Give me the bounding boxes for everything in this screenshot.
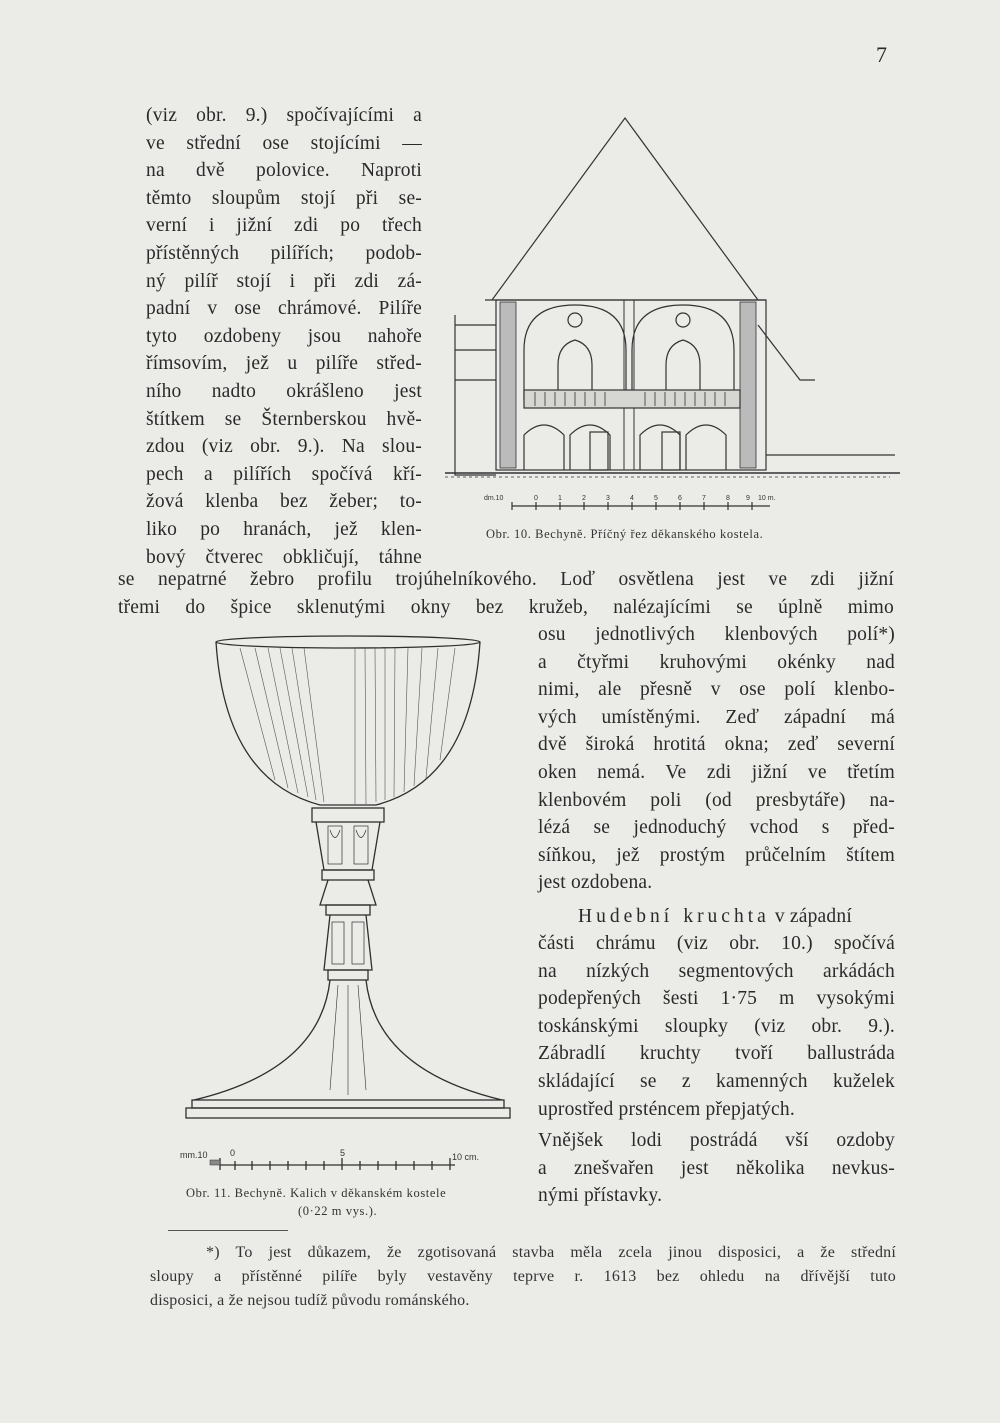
- fig10-scale-label: 8: [726, 495, 730, 502]
- footnote-line: disposici, a že nejsou tudíž původu románského.: [150, 1292, 470, 1309]
- figure-11-chalice: [180, 630, 520, 1180]
- text-line: zdou (viz obr. 9.). Na slou-: [146, 436, 422, 458]
- fig11-scale-label: 10 cm.: [452, 1152, 480, 1162]
- fig10-scale-label: 1: [558, 495, 562, 502]
- text-line: ve střední ose stojícími —: [146, 132, 422, 154]
- text-line: nými přístavky.: [538, 1185, 663, 1207]
- fig10-scale-label: 3: [606, 495, 610, 502]
- footnote-line: *) To jest důkazem, že zgotisovaná stavba měla zcela jinou disposici, a že střední: [206, 1244, 896, 1261]
- spaced-term-hudebni: Hudební: [578, 906, 674, 927]
- fig11-scale-label-mm: mm.10: [180, 1150, 208, 1160]
- fig10-scale-label: 7: [702, 495, 706, 502]
- text-line: a čtyřmi kruhovými okénky nad: [538, 651, 895, 673]
- figure-10-caption: Obr. 10. Bechyně. Příčný řez děkanského kostela.: [486, 527, 764, 541]
- fig11-scale-label: 0: [230, 1148, 236, 1158]
- text-line: podepřených šesti 1·75 m vysokými: [538, 988, 895, 1010]
- figure-11-caption-line2: (0·22 m vys.).: [298, 1204, 378, 1218]
- text-line: a znešvařen jest několika nevkus-: [538, 1157, 895, 1179]
- text-line: těmto sloupům stojí při se-: [146, 187, 422, 209]
- text-line: na nízkých segmentových arkádách: [538, 960, 895, 982]
- fig10-scale-label: 4: [630, 495, 634, 502]
- fig10-scale-label: 10 m.: [758, 495, 776, 502]
- text-line: Zábradlí kruchty tvoří ballustráda: [538, 1043, 895, 1065]
- fig10-scale-label: 5: [654, 495, 658, 502]
- fig11-scale-label: 5: [340, 1148, 346, 1158]
- text-line: římsovím, jež u pilíře střed-: [146, 353, 422, 375]
- fig10-scale-label: 6: [678, 495, 682, 502]
- text-line: skládající se z kamenných kuželek: [538, 1071, 895, 1092]
- text-line: vých umístěnými. Zeď západní má: [538, 706, 895, 728]
- text-line: bový čtverec obkličují, táhne: [146, 546, 422, 568]
- text-line: štítkem se Šternberskou hvě-: [146, 408, 422, 430]
- text-line: části chrámu (viz obr. 10.) spočívá: [538, 933, 895, 954]
- text-line: lézá se jednoduchý vchod s před-: [538, 817, 895, 839]
- text-line: přístěnných pilířích; podob-: [146, 243, 422, 264]
- text-line: síňkou, jež prostým průčelním štítem: [538, 844, 895, 866]
- footnote-line: sloupy a přístěnné pilíře byly vestavěny teprve r. 1613 bez ohledu na dřívější tuto: [150, 1268, 896, 1285]
- paragraph-heading-line: [578, 906, 896, 928]
- figure-10-cross-section: [440, 110, 910, 520]
- text-line: uprostřed prsténcem přepjatých.: [538, 1098, 795, 1120]
- text-line: se nepatrné žebro profilu trojúhelníkového. Loď osvětlena jest ve zdi jižní: [118, 569, 894, 590]
- text-line: verní i jižní zdi po třech: [146, 215, 422, 237]
- text-line: třemi do špice sklenutými okny bez kružeb, nalézajícími se úplně mimo: [118, 596, 894, 618]
- text-line: (viz obr. 9.) spočívajícími a: [146, 105, 422, 126]
- text-line: toskánskými sloupky (viz obr. 9.).: [538, 1015, 895, 1037]
- footnote-divider: [168, 1230, 288, 1231]
- text-line: klenbovém poli (od presbytáře) na-: [538, 789, 895, 811]
- figure-11-caption-line1: Obr. 11. Bechyně. Kalich v děkanském kostele: [186, 1186, 447, 1200]
- text-line: Vnějšek lodi postrádá vší ozdoby: [538, 1130, 895, 1151]
- text-line: ního nadto okrášleno jest: [146, 381, 422, 402]
- spaced-term-kruchta: kruchta: [683, 906, 770, 927]
- fig10-scale-label: 9: [746, 495, 750, 502]
- text-line: jest ozdobena.: [538, 872, 653, 894]
- text-line: pech a pilířích spočívá kří-: [146, 463, 422, 485]
- text-line: na dvě polovice. Naproti: [146, 160, 422, 182]
- page-number: 7: [876, 42, 887, 67]
- fig10-scale-label-dm: dm.10: [484, 495, 504, 502]
- text-line: žová klenba bez žeber; to-: [146, 491, 422, 513]
- text-line: padní v ose chrámové. Pilíře: [146, 298, 422, 320]
- text-line: tyto ozdobeny jsou nahoře: [146, 325, 422, 347]
- paragraph-heading-rest: v západní: [774, 906, 852, 927]
- text-line: liko po hranách, jež klen-: [146, 519, 422, 540]
- text-line: nimi, ale přesně v ose polí klenbo-: [538, 679, 895, 701]
- fig10-scale-label: 0: [534, 495, 538, 502]
- text-line: osu jednotlivých klenbových polí*): [538, 624, 895, 645]
- text-line: dvě široká hrotitá okna; zeď severní: [538, 734, 895, 756]
- text-line: ný pilíř stojí i při zdi zá-: [146, 270, 422, 292]
- fig10-scale-label: 2: [582, 495, 586, 502]
- text-line: oken nemá. Ve zdi jižní ve třetím: [538, 762, 895, 783]
